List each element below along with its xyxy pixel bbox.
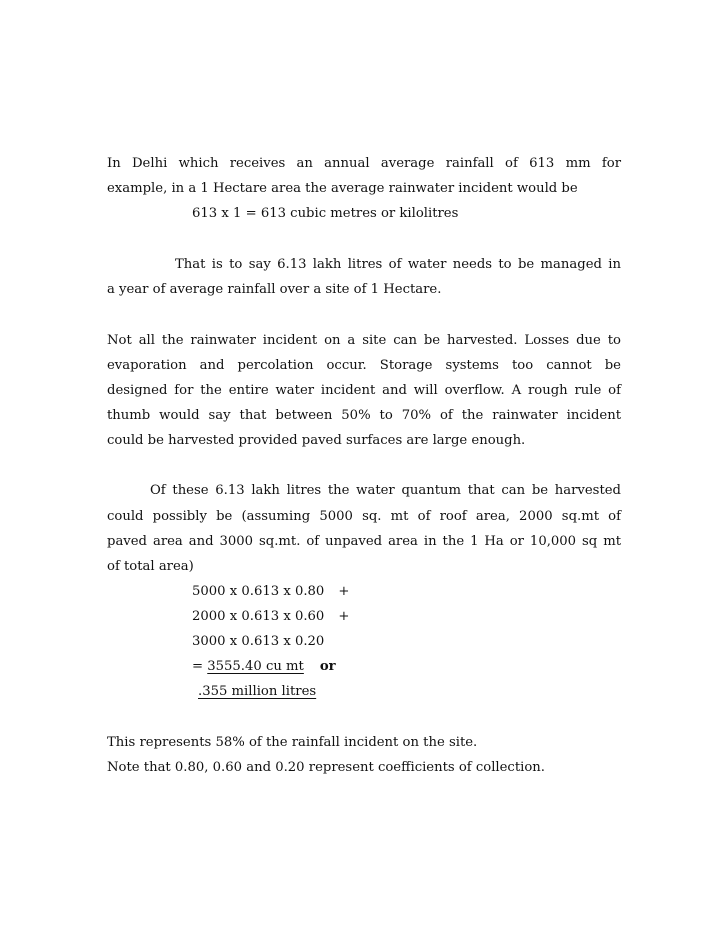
para4-line4: of total area) [107,559,194,574]
para1-line2: example, in a 1 Hectare area the average rainwater incident would be [107,181,578,196]
para3-line5: could be harvested provided paved surfaces are large enough. [107,433,526,448]
equals-sign: = [192,659,208,674]
rainfall-formula: 613 x 1 = 613 cubic metres or kilolitres [192,206,459,221]
para1-line1: In Delhi which receives an annual average rainfall of 613 mm for [107,156,621,171]
or-label: or [319,659,336,674]
plus-sign: + [338,584,350,599]
para4-line2: could possibly be (assuming 5000 sq. mt of roof area, 2000 sq.mt of [107,509,621,524]
para3-line2: evaporation and percolation occur. Storage systems too cannot be [107,358,621,373]
calc-result: 3555.40 cu mt [207,659,304,674]
para5-line2: Note that 0.80, 0.60 and 0.20 represent coefficients of collection. [107,760,545,775]
calc-result-alt-row [198,683,316,701]
calc-term1: 5000 x 0.613 x 0.80 [192,584,325,599]
para2-line1: That is to say 6.13 lakh litres of water needs to be managed in [175,257,621,272]
para3-line4: thumb would say that between 50% to 70% of the rainwater incident [107,408,621,423]
para5-line1: This represents 58% of the rainfall incident on the site. [107,735,478,750]
calc-term3-row [192,633,324,651]
para4-line3: paved area and 3000 sq.mt. of unpaved area in the 1 Ha or 10,000 sq mt [107,534,621,549]
plus-sign: + [338,609,350,624]
para3-line1: Not all the rainwater incident on a site can be harvested. Losses due to [107,333,621,348]
calc-result-row [192,658,336,676]
para3-line3: designed for the entire water incident and will overflow. A rough rule of [107,383,621,398]
calc-result-alt: .355 million litres [198,684,317,699]
calc-term3: 3000 x 0.613 x 0.20 [192,634,325,649]
para2-line2: a year of average rainfall over a site of 1 Hectare. [107,282,442,297]
calc-term2: 2000 x 0.613 x 0.60 [192,609,325,624]
calc-term1-row [192,583,349,601]
calc-term2-row [192,608,349,626]
para4-line1: Of these 6.13 lakh litres the water quantum that can be harvested [150,483,621,498]
